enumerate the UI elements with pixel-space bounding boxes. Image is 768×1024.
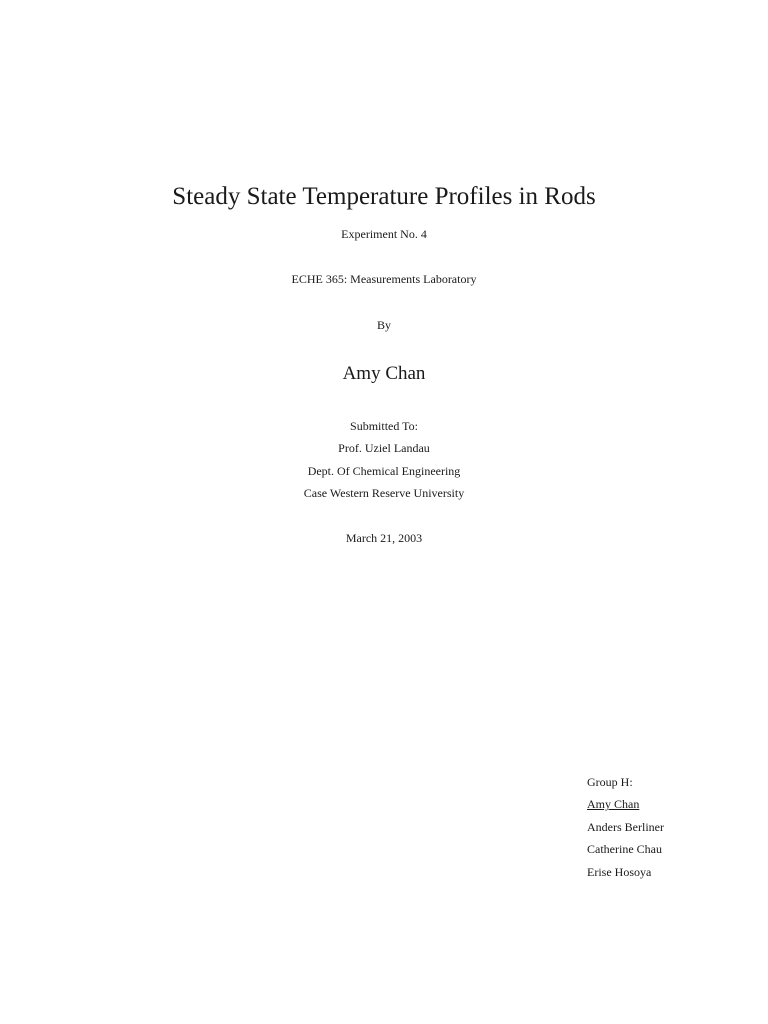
experiment-number: Experiment No. 4	[341, 227, 427, 241]
submission-date: March 21, 2003	[345, 531, 423, 545]
group-members-block	[587, 774, 757, 886]
recipient-department: Dept. Of Chemical Engineering	[307, 464, 461, 478]
group-member: Erise Hosoya	[587, 864, 652, 879]
by-label: By	[376, 318, 391, 332]
group-member: Amy Chan	[587, 797, 640, 812]
group-member: Catherine Chau	[587, 842, 662, 857]
author-name: Amy Chan	[342, 363, 426, 384]
recipient-university: Case Western Reserve University	[303, 486, 465, 500]
course-name: ECHE 365: Measurements Laboratory	[291, 272, 477, 286]
group-member: Anders Berliner	[587, 819, 664, 834]
submitted-to-label: Submitted To:	[350, 419, 418, 433]
group-label: Group H:	[587, 775, 633, 789]
recipient-name: Prof. Uziel Landau	[338, 441, 430, 455]
document-title: Steady State Temperature Profiles in Rods	[172, 183, 596, 210]
